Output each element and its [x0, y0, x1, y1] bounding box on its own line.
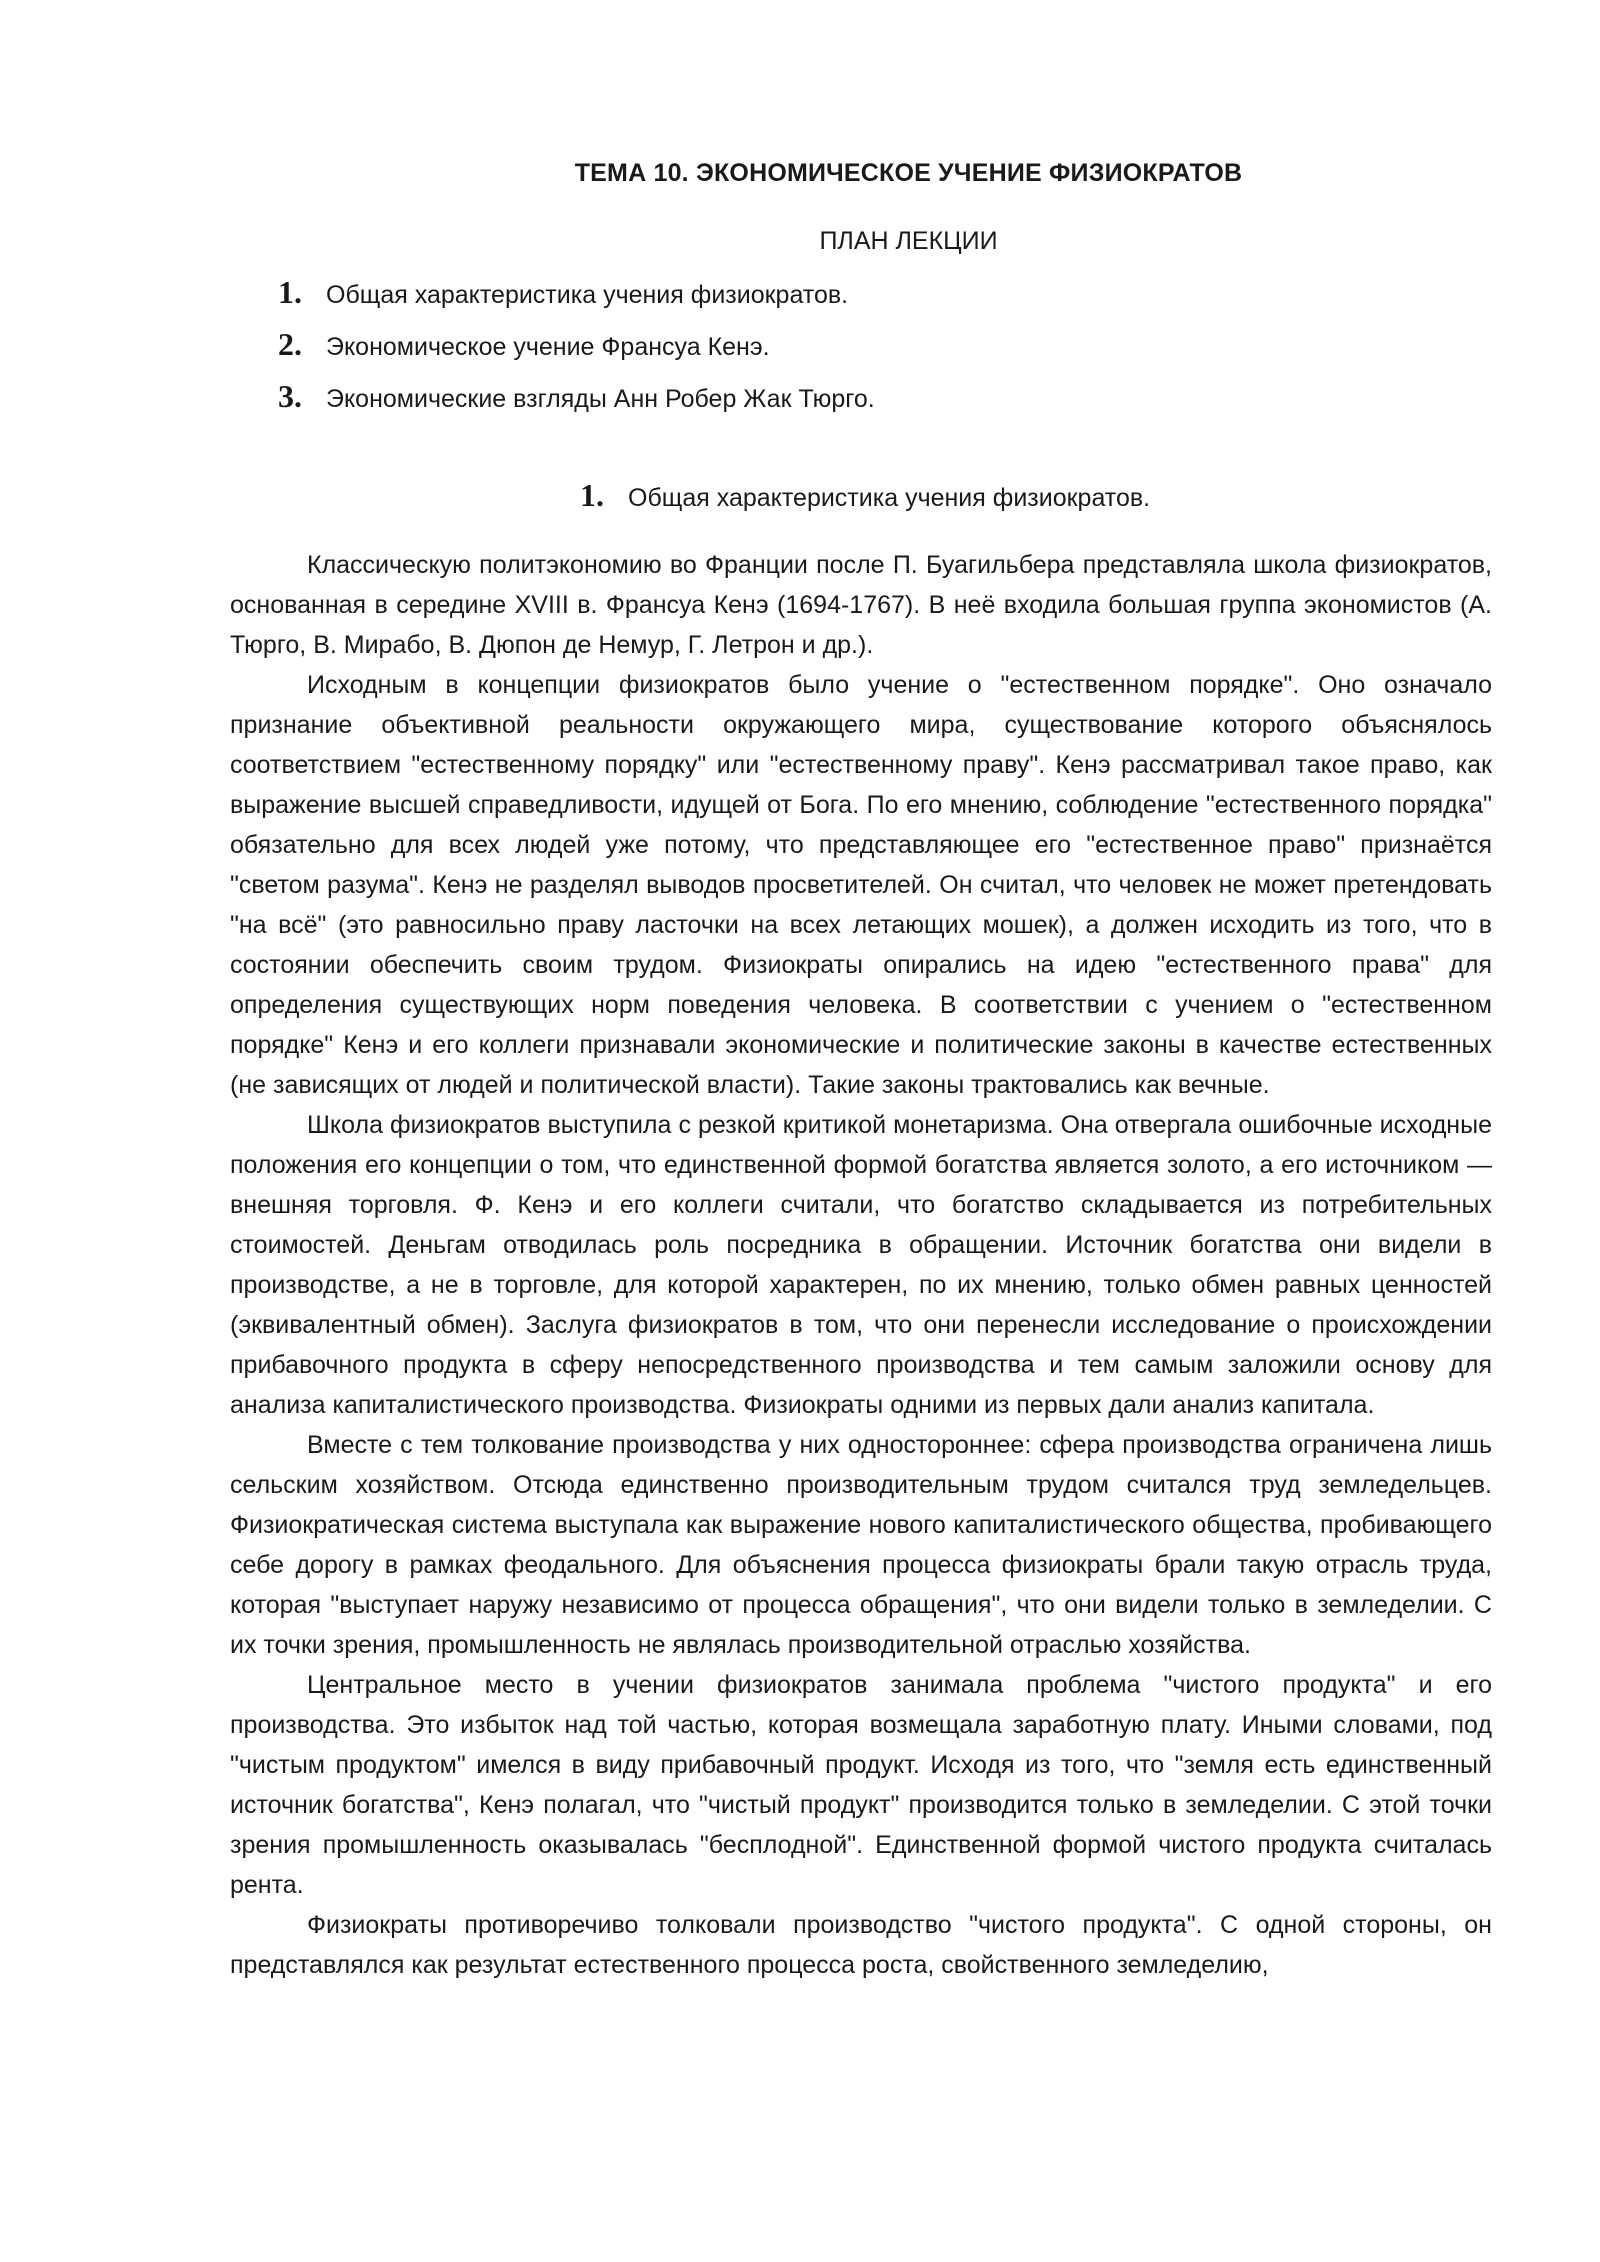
- body-text: [230, 545, 1492, 1985]
- section-heading: [230, 472, 1492, 521]
- plan-item-number: 1.: [278, 274, 302, 310]
- paragraph: Физиократы противоречиво толковали производство "чистого продукта". С одной стороны, он представлялся как результат естественного процесса роста, свойственного земледелию,: [230, 1911, 1492, 1979]
- plan-item-number: 2.: [278, 326, 302, 362]
- paragraph: Центральное место в учении физиократов занимала проблема "чистого продукта" и его производства. Это избыток над той частью, которая возмещала заработную плату. Иными словами, под "чистым продуктом" имелся в виду прибавочный продукт. Исходя из того, что "земля есть единственный источник богатства", Кенэ полагал, что "чистый продукт" производится только в земледелии. С этой точки зрения промышленность оказывалась "бесплодной". Единственной формой чистого продукта считалась рента.: [230, 1671, 1492, 1899]
- plan-item: [278, 318, 1492, 370]
- paragraph: Классическую политэкономию во Франции после П. Буагильбера представляла школа физиократов, основанная в середине XVIII в. Франсуа Кенэ (1694-1767). В неё входила большая группа экономистов (А. Тюрго, В. Мирабо, В. Дюпон де Немур, Г. Летрон и др.).: [230, 551, 1492, 659]
- document-content: [230, 150, 1492, 1985]
- section-title: Общая характеристика учения физиократов.: [628, 484, 1151, 512]
- paragraph: Школа физиократов выступила с резкой критикой монетаризма. Она отвергала ошибочные исходные положения его концепции о том, что единственной формой богатства является золото, а его источником — внешняя торговля. Ф. Кенэ и его коллеги считали, что богатство складывается из потребительных стоимостей. Деньгам отводилась роль посредника в обращении. Источник богатства они видели в производстве, а не в торговле, для которой характерен, по их мнению, только обмен равных ценностей (эквивалентный обмен). Заслуга физиократов в том, что они перенесли исследование о происхождении прибавочного продукта в сферу непосредственного производства и тем самым заложили основу для анализа капиталистического производства. Физиократы одними из первых дали анализ капитала.: [230, 1111, 1492, 1419]
- paragraph: Вместе с тем толкование производства у них одностороннее: сфера производства ограничена лишь сельским хозяйством. Отсюда единственно производительным трудом считался труд земледельцев. Физиократическая система выступала как выражение нового капиталистического общества, пробивающего себе дорогу в рамках феодального. Для объяснения процесса физиократы брали такую отрасль труда, которая "выступает наружу независимо от процесса обращения", что они видели только в земледелии. С их точки зрения, промышленность не являлась производительной отраслью хозяйства.: [230, 1431, 1492, 1659]
- paragraph: Исходным в концепции физиократов было учение о "естественном порядке". Оно означало признание объективной реальности окружающего мира, существование которого объяснялось соответствием "естественному порядку" или "естественному праву". Кенэ рассматривал такое право, как выражение высшей справедливости, идущей от Бога. По его мнению, соблюдение "естественного порядка" обязательно для всех людей уже потому, что представляющее его "естественное право" признаётся "светом разума". Кенэ не разделял выводов просветителей. Он считал, что человек не может претендовать "на всё" (это равносильно праву ласточки на всех летающих мошек), а должен исходить из того, что в состоянии обеспечить своим трудом. Физиократы опирались на идею "естественного права" для определения существующих норм поведения человека. В соответствии с учением о "естественном порядке" Кенэ и его коллеги признавали экономические и политические законы в качестве естественных (не зависящих от людей и политической власти). Такие законы трактовались как вечные.: [230, 671, 1492, 1099]
- plan-item-text: Общая характеристика учения физиократов.: [326, 281, 849, 309]
- document-title: ТЕМА 10. ЭКОНОМИЧЕСКОЕ УЧЕНИЕ ФИЗИОКРАТОВ: [574, 159, 1243, 187]
- section-number: 1.: [580, 477, 604, 513]
- plan-item: [278, 370, 1492, 422]
- plan-item-number: 3.: [278, 378, 302, 414]
- plan-item-text: Экономическое учение Франсуа Кенэ.: [326, 333, 770, 361]
- plan-item-text: Экономические взгляды Анн Робер Жак Тюрго.: [326, 385, 875, 413]
- lecture-plan-list: [230, 266, 1492, 422]
- plan-title: ПЛАН ЛЕКЦИИ: [819, 227, 998, 255]
- plan-item: [278, 266, 1492, 318]
